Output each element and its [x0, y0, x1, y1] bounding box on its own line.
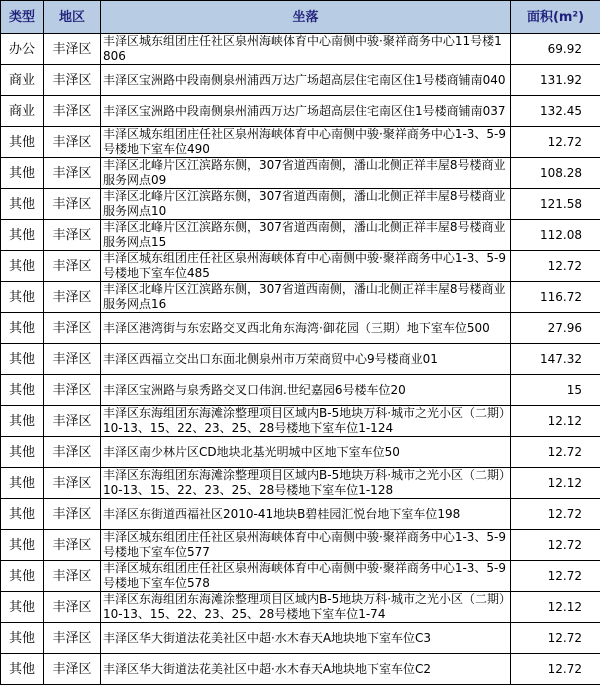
cell-area: 12.72 [511, 499, 600, 530]
cell-area: 116.72 [511, 282, 600, 313]
cell-type: 其他 [1, 313, 44, 344]
cell-type: 其他 [1, 251, 44, 282]
cell-type: 其他 [1, 530, 44, 561]
table-row [1, 251, 600, 282]
cell-district: 丰泽区 [44, 375, 101, 406]
cell-area: 12.12 [511, 406, 600, 437]
cell-district: 丰泽区 [44, 623, 101, 654]
cell-area: 12.12 [511, 592, 600, 623]
cell-area: 12.72 [511, 530, 600, 561]
cell-district: 丰泽区 [44, 127, 101, 158]
cell-district: 丰泽区 [44, 561, 101, 592]
cell-location: 丰泽区城东组团庄任社区泉州海峡体育中心南侧中骏·聚祥商务中心1-3、5-9号楼地下室车位490 [101, 127, 511, 158]
cell-area: 108.28 [511, 158, 600, 189]
cell-area: 12.72 [511, 437, 600, 468]
cell-district: 丰泽区 [44, 499, 101, 530]
cell-area: 12.72 [511, 127, 600, 158]
cell-area: 12.12 [511, 468, 600, 499]
cell-area: 131.92 [511, 65, 600, 96]
cell-area: 15 [511, 375, 600, 406]
cell-type: 商业 [1, 65, 44, 96]
cell-type: 商业 [1, 96, 44, 127]
table-row [1, 561, 600, 592]
cell-location: 丰泽区东街道西福社区2010-41地块B碧桂园汇悦台地下室车位198 [101, 499, 511, 530]
cell-district: 丰泽区 [44, 530, 101, 561]
cell-type: 其他 [1, 344, 44, 375]
table-row [1, 530, 600, 561]
table-row [1, 65, 600, 96]
cell-location: 丰泽区华大街道法花美社区中超·水木春天A地块地下室车位C3 [101, 623, 511, 654]
cell-district: 丰泽区 [44, 592, 101, 623]
cell-location: 丰泽区东海组团东海滩涂整理项目区域内B-5地块万科·城市之光小区（二期）10-13、15、22、23、25、28号楼地下室车位1-128 [101, 468, 511, 499]
cell-type: 其他 [1, 189, 44, 220]
header-area: 面积(m²) [511, 1, 600, 34]
cell-type: 其他 [1, 437, 44, 468]
cell-area: 12.72 [511, 561, 600, 592]
cell-district: 丰泽区 [44, 437, 101, 468]
cell-type: 其他 [1, 158, 44, 189]
cell-district: 丰泽区 [44, 282, 101, 313]
cell-district: 丰泽区 [44, 220, 101, 251]
cell-type: 办公 [1, 34, 44, 65]
cell-type: 其他 [1, 623, 44, 654]
cell-location: 丰泽区北峰片区江滨路东侧，307省道西南侧，潘山北侧正祥丰屋8号楼商业服务网点16 [101, 282, 511, 313]
cell-type: 其他 [1, 375, 44, 406]
table-row [1, 437, 600, 468]
cell-district: 丰泽区 [44, 65, 101, 96]
table-header [1, 1, 600, 34]
cell-district: 丰泽区 [44, 189, 101, 220]
cell-location: 丰泽区宝洲路中段南侧泉州浦西万达广场超高层住宅南区住1号楼商铺南037 [101, 96, 511, 127]
cell-district: 丰泽区 [44, 158, 101, 189]
table-row [1, 313, 600, 344]
cell-type: 其他 [1, 499, 44, 530]
cell-location: 丰泽区西福立交出口东面北侧泉州市万荣商贸中心9号楼商业01 [101, 344, 511, 375]
header-row [1, 1, 600, 34]
cell-type: 其他 [1, 282, 44, 313]
cell-area: 27.96 [511, 313, 600, 344]
table-row [1, 96, 600, 127]
cell-district: 丰泽区 [44, 344, 101, 375]
cell-area: 147.32 [511, 344, 600, 375]
cell-district: 丰泽区 [44, 96, 101, 127]
table-row [1, 189, 600, 220]
cell-location: 丰泽区南少林片区CD地块北基光明城中区地下室车位50 [101, 437, 511, 468]
table-row [1, 468, 600, 499]
cell-district: 丰泽区 [44, 406, 101, 437]
cell-type: 其他 [1, 468, 44, 499]
cell-area: 12.72 [511, 251, 600, 282]
table-row [1, 220, 600, 251]
cell-location: 丰泽区城东组团庄任社区泉州海峡体育中心南侧中骏·聚祥商务中心1-3、5-9号楼地下室车位485 [101, 251, 511, 282]
cell-area: 12.72 [511, 623, 600, 654]
cell-location: 丰泽区东海组团东海滩涂整理项目区域内B-5地块万科·城市之光小区（二期）10-13、15、22、23、25、28号楼地下室车位1-124 [101, 406, 511, 437]
cell-location: 丰泽区北峰片区江滨路东侧，307省道西南侧，潘山北侧正祥丰屋8号楼商业服务网点15 [101, 220, 511, 251]
cell-district: 丰泽区 [44, 468, 101, 499]
cell-district: 丰泽区 [44, 313, 101, 344]
header-district: 地区 [44, 1, 101, 34]
cell-district: 丰泽区 [44, 34, 101, 65]
header-location: 坐落 [101, 1, 511, 34]
cell-location: 丰泽区宝洲路与泉秀路交叉口伟润.世纪嘉园6号楼车位20 [101, 375, 511, 406]
cell-location: 丰泽区北峰片区江滨路东侧，307省道西南侧，潘山北侧正祥丰屋8号楼商业服务网点09 [101, 158, 511, 189]
table-row [1, 592, 600, 623]
cell-location: 丰泽区城东组团庄任社区泉州海峡体育中心南侧中骏·聚祥商务中心1-3、5-9号楼地下室车位578 [101, 561, 511, 592]
table-row [1, 34, 600, 65]
cell-type: 其他 [1, 406, 44, 437]
table-row [1, 375, 600, 406]
table-body [1, 34, 600, 685]
cell-location: 丰泽区城东组团庄任社区泉州海峡体育中心南侧中骏·聚祥商务中心11号楼1806 [101, 34, 511, 65]
cell-type: 其他 [1, 561, 44, 592]
table-row [1, 344, 600, 375]
cell-location: 丰泽区宝洲路中段南侧泉州浦西万达广场超高层住宅南区住1号楼商铺南040 [101, 65, 511, 96]
table-row [1, 282, 600, 313]
cell-type: 其他 [1, 592, 44, 623]
cell-type: 其他 [1, 220, 44, 251]
table-row [1, 158, 600, 189]
cell-area: 132.45 [511, 96, 600, 127]
cell-district: 丰泽区 [44, 251, 101, 282]
cell-type: 其他 [1, 654, 44, 685]
table-row [1, 654, 600, 685]
table-row [1, 406, 600, 437]
header-type: 类型 [1, 1, 44, 34]
cell-location: 丰泽区港湾街与东宏路交叉西北角东海湾·御花园（三期）地下室车位500 [101, 313, 511, 344]
cell-location: 丰泽区城东组团庄任社区泉州海峡体育中心南侧中骏·聚祥商务中心1-3、5-9号楼地下室车位577 [101, 530, 511, 561]
cell-district: 丰泽区 [44, 654, 101, 685]
table-row [1, 623, 600, 654]
cell-location: 丰泽区华大街道法花美社区中超·水木春天A地块地下室车位C2 [101, 654, 511, 685]
cell-type: 其他 [1, 127, 44, 158]
cell-location: 丰泽区北峰片区江滨路东侧，307省道西南侧，潘山北侧正祥丰屋8号楼商业服务网点10 [101, 189, 511, 220]
cell-area: 121.58 [511, 189, 600, 220]
cell-area: 12.72 [511, 654, 600, 685]
cell-area: 69.92 [511, 34, 600, 65]
table-row [1, 499, 600, 530]
cell-location: 丰泽区东海组团东海滩涂整理项目区域内B-5地块万科·城市之光小区（二期）10-13、15、22、23、25、28号楼地下室车位1-74 [101, 592, 511, 623]
cell-area: 112.08 [511, 220, 600, 251]
table-row [1, 127, 600, 158]
